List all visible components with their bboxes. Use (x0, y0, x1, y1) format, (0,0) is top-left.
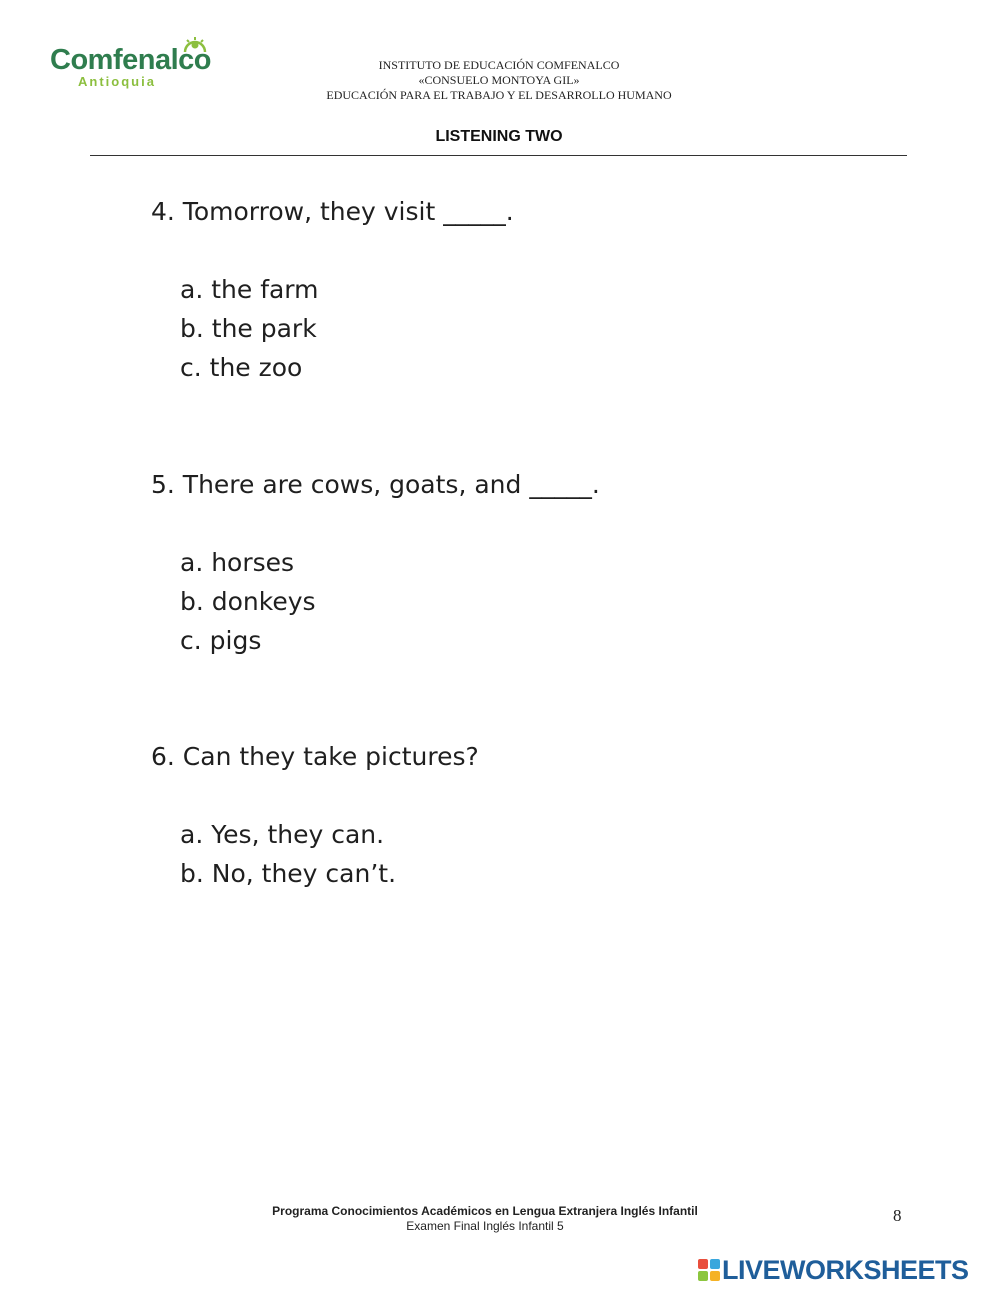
question-5-option-b[interactable]: b. donkeys (180, 587, 316, 616)
question-4: 4. Tomorrow, they visit _____. (151, 197, 514, 226)
question-5-option-a[interactable]: a. horses (180, 548, 295, 577)
liveworksheets-text: LIVEWORKSHEETS (722, 1255, 969, 1285)
page-number: 8 (893, 1206, 902, 1225)
logo-subname: Antioquia (78, 74, 156, 89)
logo-name: Comfenalco (50, 44, 211, 76)
question-6-option-a[interactable]: a. Yes, they can. (180, 820, 385, 849)
question-5-option-c[interactable]: c. pigs (180, 626, 262, 655)
question-4-option-b[interactable]: b. the park (180, 314, 317, 343)
question-6-option-b[interactable]: b. No, they can’t. (180, 859, 397, 888)
question-4-option-a[interactable]: a. the farm (180, 275, 319, 304)
header-divider (90, 155, 907, 156)
question-5: 5. There are cows, goats, and _____. (151, 470, 600, 499)
question-4-option-c[interactable]: c. the zoo (180, 353, 303, 382)
institution-line-1: INSTITUTO DE EDUCACIÓN COMFENALCO (378, 58, 620, 72)
institution-line-2: «CONSUELO MONTOYA GIL» (418, 73, 580, 87)
section-title: LISTENING TWO (435, 128, 563, 145)
institution-line-3: EDUCACIÓN PARA EL TRABAJO Y EL DESARROLLO HUMANO (326, 88, 672, 102)
liveworksheets-badge-icon (698, 1259, 720, 1281)
footer-program: Programa Conocimientos Académicos en Lengua Extranjera Inglés Infantil (272, 1204, 698, 1218)
comfenalco-logo (50, 36, 210, 92)
footer-exam: Examen Final Inglés Infantil 5 (406, 1219, 564, 1233)
question-6: 6. Can they take pictures? (151, 742, 479, 771)
